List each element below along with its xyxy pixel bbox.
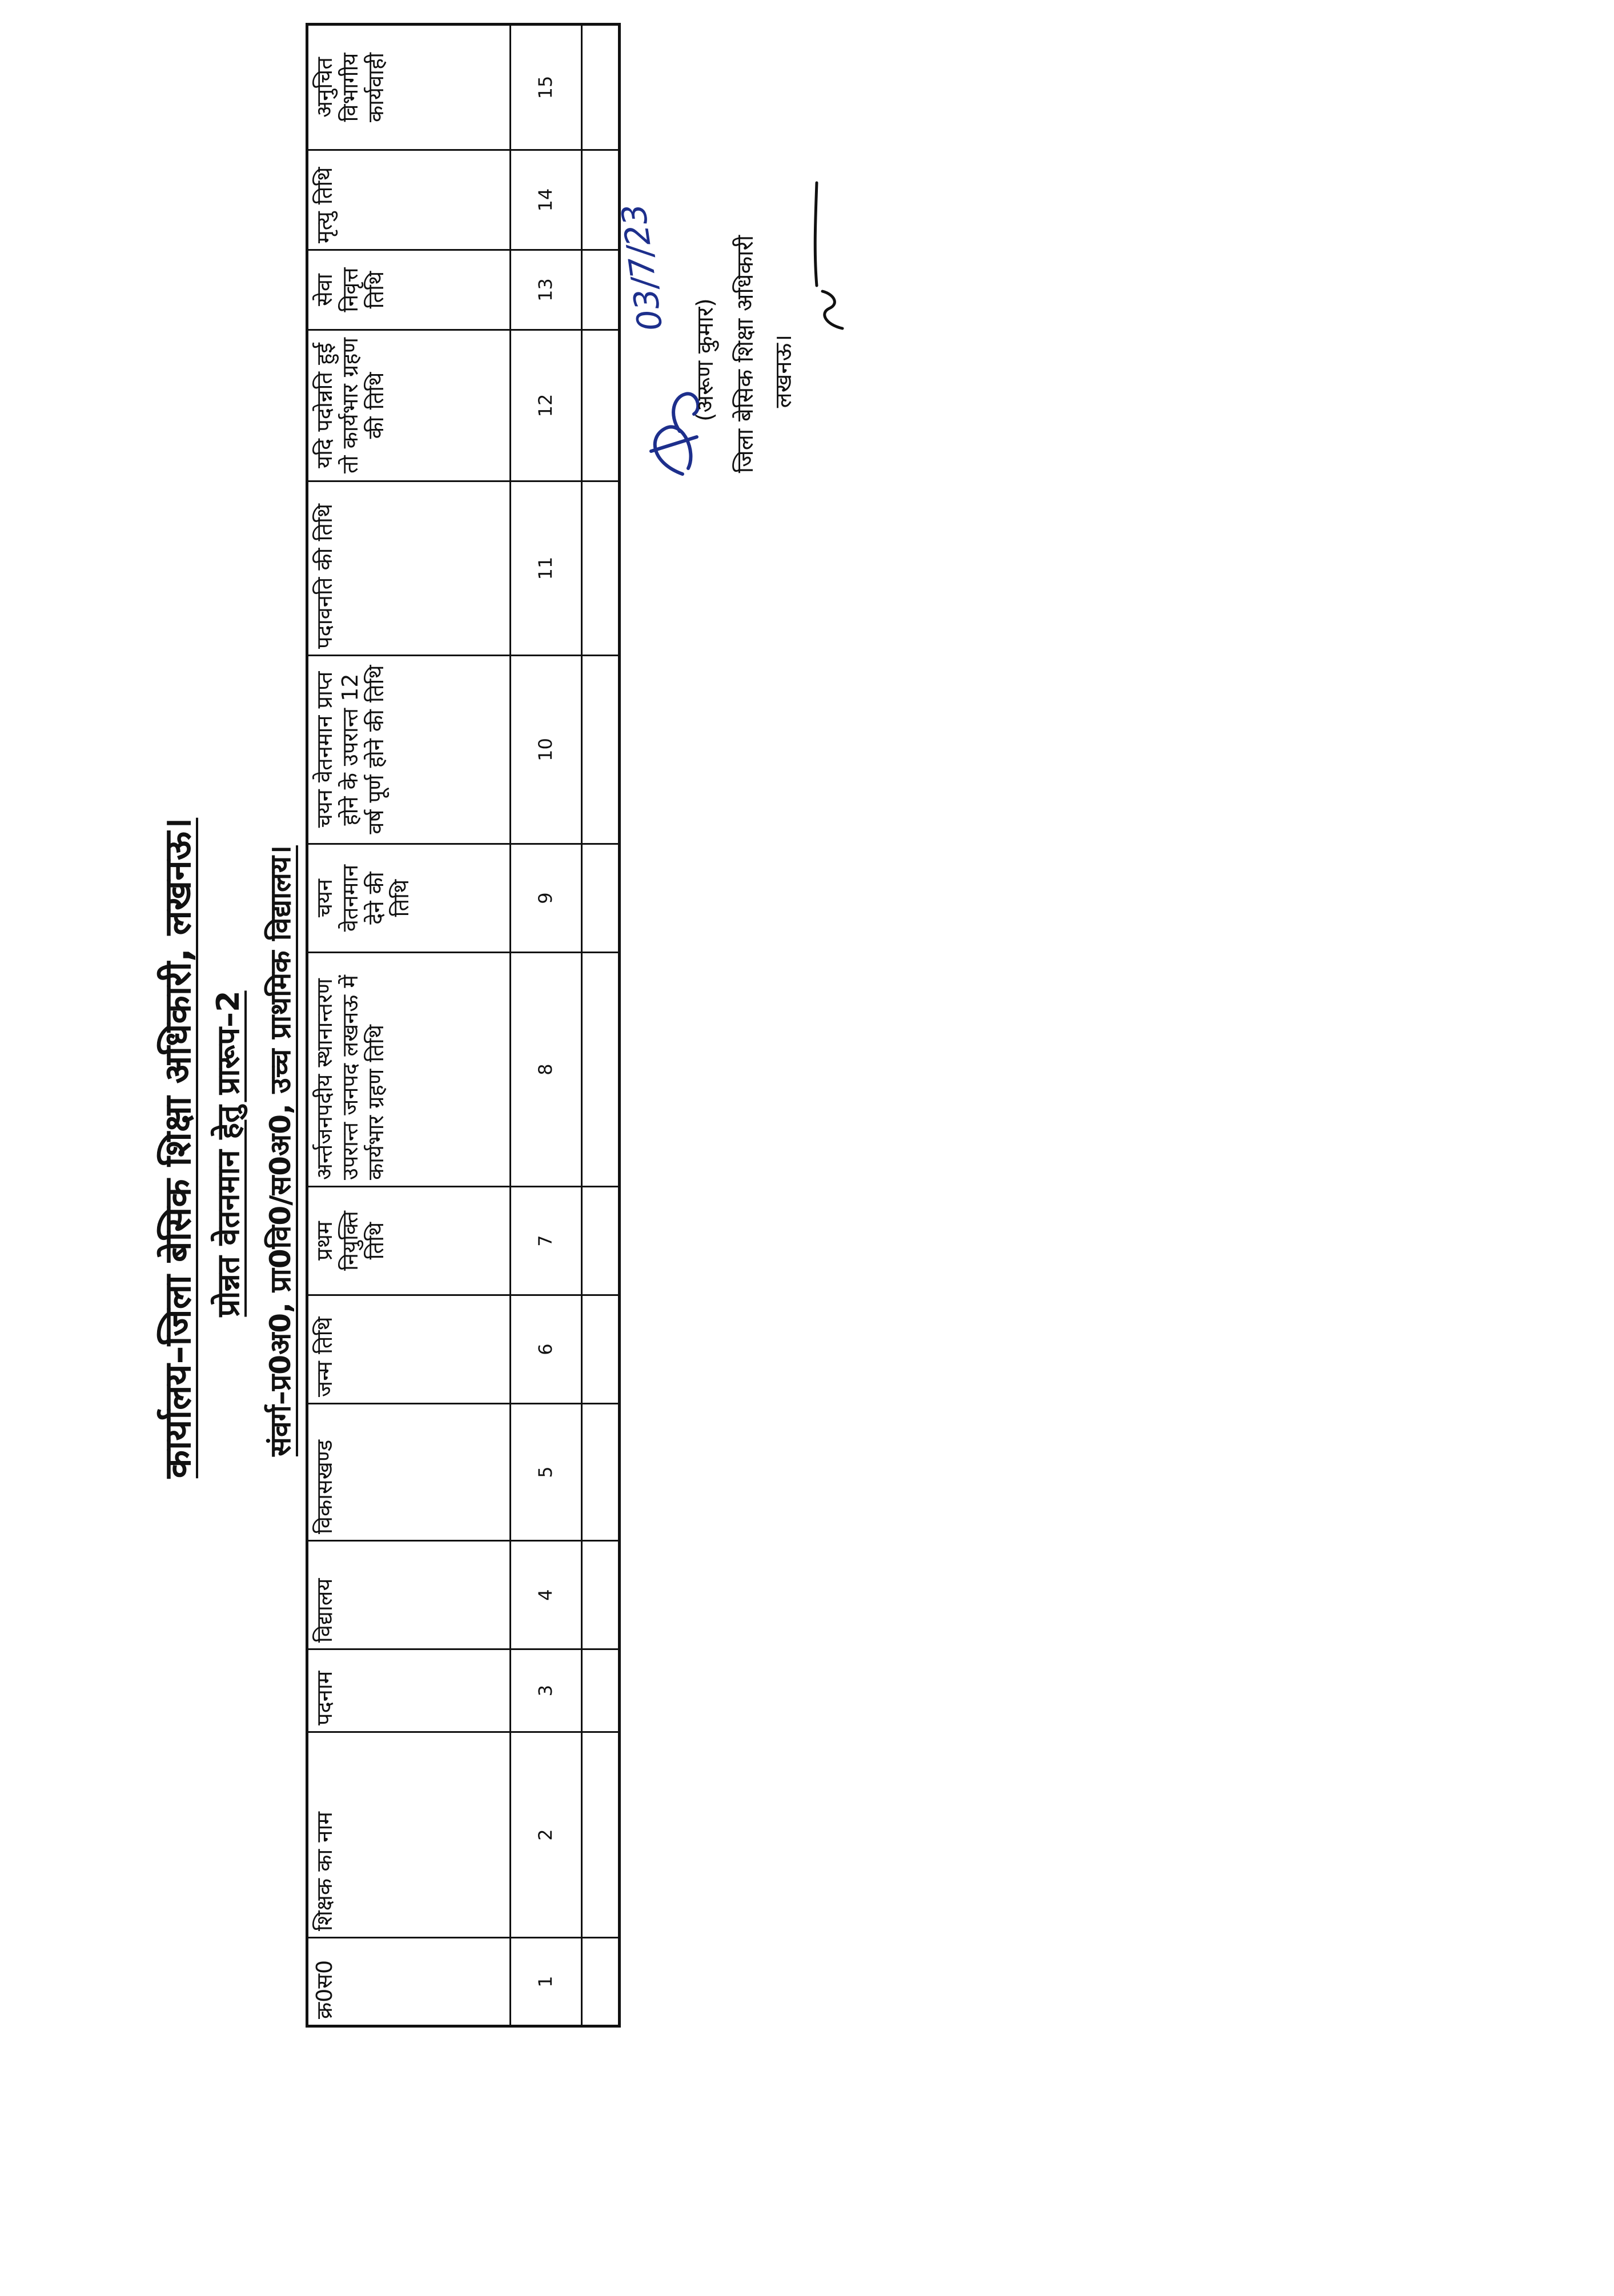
empty-cell <box>582 1732 620 1938</box>
column-header-serial: क्र0स0 <box>307 1938 511 2026</box>
empty-cell <box>582 656 620 844</box>
empty-cell <box>582 1404 620 1541</box>
empty-cell <box>582 844 620 953</box>
empty-cell <box>582 1938 620 2026</box>
column-header-designation: पदनाम <box>307 1649 511 1732</box>
empty-cell <box>582 250 620 330</box>
form-title: प्रोन्नत वेतनमान हेतु प्रारूप–2 <box>210 990 246 1317</box>
column-number: 8 <box>511 953 582 1187</box>
empty-cell <box>582 1295 620 1404</box>
column-number: 15 <box>511 25 582 150</box>
empty-data-row <box>582 25 620 2026</box>
empty-cell <box>582 1541 620 1649</box>
office-title: कार्यालय–जिला बेसिक शिक्षा अधिकारी, लखनऊ। <box>157 817 199 1479</box>
column-header-teacher-name: शिक्षक का नाम <box>307 1732 511 1938</box>
column-number: 7 <box>511 1187 582 1295</box>
column-header-demotion-date: पदावनति की तिथि <box>307 481 511 656</box>
proforma-table <box>306 23 621 2028</box>
column-number-row <box>511 25 582 2026</box>
table-header-row <box>307 25 511 2026</box>
column-number: 14 <box>511 150 582 250</box>
column-number: 12 <box>511 330 582 481</box>
column-header-retirement-date: सेवा निवृत्त तिथि <box>307 250 511 330</box>
column-number: 9 <box>511 844 582 953</box>
officer-designation: जिला बेसिक शिक्षा अधिकारी <box>732 235 758 473</box>
officer-place: लखनऊ। <box>770 334 797 408</box>
empty-cell <box>582 1187 620 1295</box>
column-number: 3 <box>511 1649 582 1732</box>
column-header-birth-date: जन्म तिथि <box>307 1295 511 1404</box>
column-number: 2 <box>511 1732 582 1938</box>
signature-date: 03/7/23 <box>613 201 671 334</box>
column-number: 1 <box>511 1938 582 2026</box>
column-header-first-appointment: प्रथम नियुक्ति तिथि <box>307 1187 511 1295</box>
column-number: 11 <box>511 481 582 656</box>
column-number: 4 <box>511 1541 582 1649</box>
column-header-promotion-joining: यदि पदोन्नति हुई तो कार्यभार ग्रहण की तिथि <box>307 330 511 481</box>
cadre-line: संवर्ग–प्र0अ0, प्रा0वि0/स0अ0, उच्च प्राथमिक विद्यालय। <box>264 845 297 1456</box>
empty-cell <box>582 150 620 250</box>
signature-block <box>613 171 857 537</box>
empty-cell <box>582 953 620 1187</box>
empty-cell <box>582 330 620 481</box>
column-number: 13 <box>511 250 582 330</box>
column-header-transfer-joining: अर्न्तजनपदीय स्थानान्तरण उपरान्त जनपद लखनऊ में कार्यभार ग्रहण तिथि <box>307 953 511 1187</box>
empty-cell <box>582 1649 620 1732</box>
column-number: 10 <box>511 656 582 844</box>
column-number: 6 <box>511 1295 582 1404</box>
column-number: 5 <box>511 1404 582 1541</box>
empty-cell <box>582 25 620 150</box>
column-header-12-years-date: चयन वेतनमान प्राप्त होने के उपरान्त 12 वर्ष पूर्ण होने की तिथि <box>307 656 511 844</box>
officer-name: (अरूण कुमार) <box>692 298 718 422</box>
column-header-disciplinary-action: अनुचित विभागीय कार्यवाही <box>307 25 511 150</box>
column-header-death-date: मृत्यु तिथि <box>307 150 511 250</box>
column-header-school: विद्यालय <box>307 1541 511 1649</box>
empty-cell <box>582 481 620 656</box>
column-header-selection-grade-date: चयन वेतनमान देने की तिथि <box>307 844 511 953</box>
column-header-block: विकासखण्ड <box>307 1404 511 1541</box>
